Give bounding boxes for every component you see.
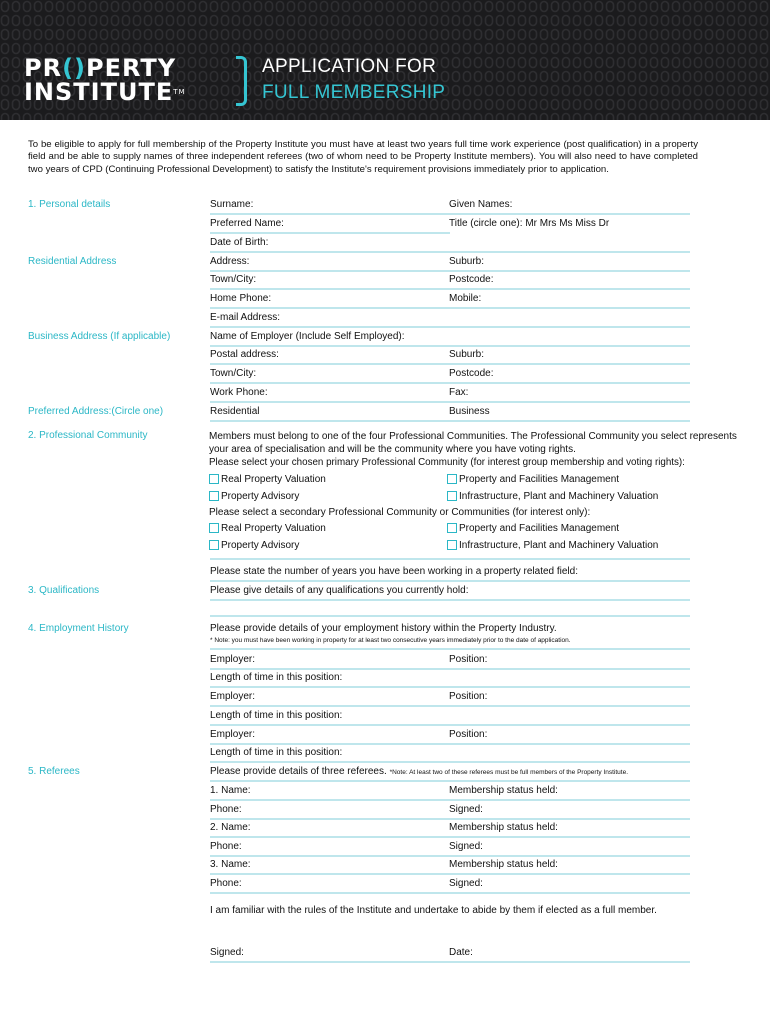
- town-label: Town/City:: [210, 274, 257, 285]
- work-phone-field[interactable]: [210, 401, 690, 403]
- section-preferred-address: Preferred Address:(Circle one): [28, 406, 164, 417]
- section-employment-history: 4. Employment History: [28, 623, 129, 634]
- referee-2-name-field[interactable]: [210, 836, 690, 838]
- position-3-label: Position:: [449, 729, 488, 740]
- primary-property-advisory[interactable]: Property Advisory: [209, 491, 299, 502]
- checkbox-icon[interactable]: [447, 523, 457, 533]
- referees-divider: [210, 780, 690, 782]
- checkbox-icon[interactable]: [447, 491, 457, 501]
- option-residential[interactable]: Residential: [210, 406, 260, 417]
- property-institute-logo: PR()PERTY INSTITUTE™: [24, 54, 186, 106]
- referee-2-phone-label: Phone:: [210, 841, 242, 852]
- business-town-label: Town/City:: [210, 368, 257, 379]
- dob-label: Date of Birth:: [210, 237, 269, 248]
- length-3-field[interactable]: [210, 761, 690, 763]
- position-2-label: Position:: [449, 691, 488, 702]
- community-divider: [210, 558, 690, 560]
- referee-1-phone-label: Phone:: [210, 804, 242, 815]
- header-banner: [0, 0, 770, 120]
- postal-address-label: Postal address:: [210, 349, 279, 360]
- preferred-address-line: [210, 420, 690, 422]
- referee-3-status-label: Membership status held:: [449, 859, 558, 870]
- referee-3-name-label: 3. Name:: [210, 859, 251, 870]
- checkbox-icon[interactable]: [447, 540, 457, 550]
- declaration-text: I am familiar with the rules of the Institute and undertake to abide by them if elected as a full member.: [210, 905, 657, 916]
- title-label: Title (circle one): Mr Mrs Ms Miss Dr: [449, 218, 610, 229]
- employer-3-label: Employer:: [210, 729, 256, 740]
- preferred-name-label: Preferred Name:: [210, 218, 284, 229]
- secondary-property-advisory[interactable]: Property Advisory: [209, 540, 299, 551]
- surname-field[interactable]: [210, 213, 690, 215]
- referee-1-status-label: Membership status held:: [449, 785, 558, 796]
- position-1-label: Position:: [449, 654, 488, 665]
- declaration-signed-label: Signed:: [210, 947, 244, 958]
- employment-note: * Note: you must have been working in property for at least two consecutive years immediately prior to the date of application.: [210, 637, 571, 644]
- section-business-address: Business Address (If applicable): [28, 331, 171, 342]
- section-residential-address: Residential Address: [28, 256, 117, 267]
- business-suburb-label: Suburb:: [449, 349, 485, 360]
- referees-note: *Note: At least two of these referees must be full members of the Property Institute.: [389, 769, 629, 776]
- bracket-divider: [236, 56, 247, 106]
- secondary-community-prompt: Please select a secondary Professional Community or Communities (for interest only):: [209, 507, 591, 518]
- preferred-name-field[interactable]: [210, 232, 450, 234]
- years-working-field[interactable]: [210, 580, 690, 582]
- option-business[interactable]: Business: [449, 406, 490, 417]
- length-1-label: Length of time in this position:: [210, 672, 343, 683]
- section-personal-details: 1. Personal details: [28, 199, 111, 210]
- email-label: E-mail Address:: [210, 312, 281, 323]
- referee-1-signed-label: Signed:: [449, 804, 483, 815]
- referee-1-name-field[interactable]: [210, 799, 690, 801]
- eligibility-intro: To be eligible to apply for full membership of the Property Institute you must have at least two years full time work experience (post qualification) in a property field and be able to supply names of three independent referees (two of whom need to be Property Institute members). You will also need to have completed two years of CPD (Continuing Professional Development) to satisfy the Institute's requirement provisions immediately prior to application.: [28, 139, 698, 175]
- suburb-label: Suburb:: [449, 256, 485, 267]
- given-names-label: Given Names:: [449, 199, 513, 210]
- primary-real-property-valuation[interactable]: Real Property Valuation: [209, 474, 326, 485]
- email-field[interactable]: [210, 326, 690, 328]
- referee-2-status-label: Membership status held:: [449, 822, 558, 833]
- section-professional-community: 2. Professional Community: [28, 430, 148, 441]
- fax-label: Fax:: [449, 387, 469, 398]
- form-title-line1: APPLICATION FOR: [262, 56, 437, 77]
- referee-3-phone-field[interactable]: [210, 892, 690, 894]
- secondary-property-facilities-management[interactable]: Property and Facilities Management: [447, 523, 619, 534]
- employer-2-label: Employer:: [210, 691, 256, 702]
- employer-2-field[interactable]: [210, 705, 690, 707]
- length-1-field[interactable]: [210, 686, 690, 688]
- secondary-real-property-valuation[interactable]: Real Property Valuation: [209, 523, 326, 534]
- referee-2-name-label: 2. Name:: [210, 822, 251, 833]
- town-field[interactable]: [210, 288, 690, 290]
- referee-3-name-field[interactable]: [210, 873, 690, 875]
- primary-property-facilities-management[interactable]: Property and Facilities Management: [447, 474, 619, 485]
- checkbox-icon[interactable]: [209, 523, 219, 533]
- secondary-infrastructure-plant-machinery[interactable]: Infrastructure, Plant and Machinery Valuation: [447, 540, 658, 551]
- qualifications-prompt: Please give details of any qualifications you currently hold:: [210, 585, 469, 596]
- referee-1-name-label: 1. Name:: [210, 785, 251, 796]
- postal-address-field[interactable]: [210, 363, 690, 365]
- signature-field[interactable]: [210, 961, 690, 963]
- form-title-line2: FULL MEMBERSHIP: [262, 82, 446, 103]
- address-label: Address:: [210, 256, 250, 267]
- employer-1-field[interactable]: [210, 668, 690, 670]
- professional-community-info: Members must belong to one of the four Professional Communities. The Professional Community you select represents your area of specialisation and will be the community where you have voting rights.: [209, 431, 737, 455]
- work-phone-label: Work Phone:: [210, 387, 268, 398]
- business-town-field[interactable]: [210, 382, 690, 384]
- length-3-label: Length of time in this position:: [210, 747, 343, 758]
- length-2-field[interactable]: [210, 724, 690, 726]
- employer-1-label: Employer:: [210, 654, 256, 665]
- referee-3-signed-label: Signed:: [449, 878, 483, 889]
- home-phone-label: Home Phone:: [210, 293, 272, 304]
- surname-label: Surname:: [210, 199, 254, 210]
- business-postcode-label: Postcode:: [449, 368, 494, 379]
- declaration-date-label: Date:: [449, 947, 473, 958]
- mobile-label: Mobile:: [449, 293, 482, 304]
- primary-infrastructure-plant-machinery[interactable]: Infrastructure, Plant and Machinery Valuation: [447, 491, 658, 502]
- checkbox-icon[interactable]: [209, 474, 219, 484]
- referees-prompt: Please provide details of three referees. *Note: At least two of these referees must be full members of the Property Institute.: [210, 766, 629, 777]
- section-qualifications: 3. Qualifications: [28, 585, 100, 596]
- section-referees: 5. Referees: [28, 766, 80, 777]
- primary-community-prompt: Please select your chosen primary Professional Community (for interest group membership and voting rights):: [209, 457, 685, 468]
- address-field[interactable]: [210, 270, 690, 272]
- employment-divider: [210, 648, 690, 650]
- checkbox-icon[interactable]: [447, 474, 457, 484]
- employment-prompt: Please provide details of your employment history within the Property Industry.: [210, 623, 557, 634]
- phone-field[interactable]: [210, 307, 690, 309]
- employer-name-field[interactable]: [210, 345, 690, 347]
- qualifications-field-1[interactable]: [210, 599, 690, 601]
- years-working-prompt: Please state the number of years you have been working in a property related field:: [210, 566, 578, 577]
- referee-2-signed-label: Signed:: [449, 841, 483, 852]
- referee-1-phone-field[interactable]: [210, 818, 690, 820]
- checkbox-icon[interactable]: [209, 491, 219, 501]
- employer-3-field[interactable]: [210, 743, 690, 745]
- qualifications-field-2[interactable]: [210, 615, 690, 617]
- referee-2-phone-field[interactable]: [210, 855, 690, 857]
- employer-name-label: Name of Employer (Include Self Employed):: [210, 331, 405, 342]
- referee-3-phone-label: Phone:: [210, 878, 242, 889]
- checkbox-icon[interactable]: [209, 540, 219, 550]
- length-2-label: Length of time in this position:: [210, 710, 343, 721]
- postcode-label: Postcode:: [449, 274, 494, 285]
- dob-field[interactable]: [210, 251, 690, 253]
